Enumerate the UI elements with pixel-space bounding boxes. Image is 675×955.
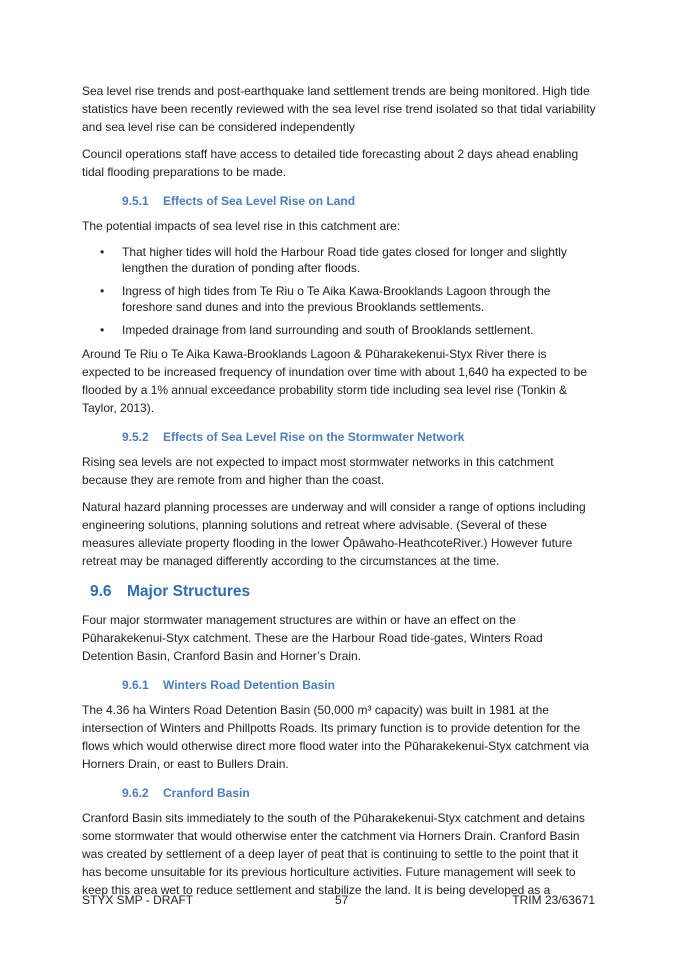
list-item xyxy=(82,244,597,276)
section-title: Effects of Sea Level Rise on the Stormwater Network xyxy=(163,430,465,444)
section-number: 9.6.1 xyxy=(122,678,149,692)
section-title: Major Structures xyxy=(127,583,251,600)
bullet-icon: • xyxy=(100,245,105,259)
section-title: Cranford Basin xyxy=(163,786,250,800)
paragraph-inundation: Around Te Riu o Te Aika Kawa-Brooklands Lagoon & Pūharakekenui-Styx River there is expected to be increased frequency of inundation over time with about 1,640 ha expected to be flooded by a 1% annual exceedance probability storm tide including sea level rise (Tonkin & Taylor, 2013). xyxy=(82,347,588,415)
section-number: 9.5.1 xyxy=(122,194,149,208)
paragraph-natural-hazard-planning: Natural hazard planning processes are underway and will consider a range of options including engineering solutions, planning solutions and retreat where advisable. (Several of these measures alleviate property flooding in the lower Ōpāwaho-HeathcoteRiver.) However future retreat may be managed differently according to the circumstances at the time. xyxy=(82,500,586,568)
bullet-icon: • xyxy=(100,284,105,298)
heading-9-5-1 xyxy=(122,194,597,208)
impacts-list xyxy=(82,244,597,338)
heading-9-5-2 xyxy=(122,430,597,444)
list-item-text: Ingress of high tides from Te Riu o Te Aika Kawa-Brooklands Lagoon through the foreshore sand dunes and into the previous Brooklands settlements. xyxy=(122,284,551,314)
footer-page-number: 57 xyxy=(335,893,349,907)
page-content xyxy=(82,82,597,908)
list-item-text: Impeded drainage from land surrounding and south of Brooklands settlement. xyxy=(122,323,534,337)
section-number: 9.5.2 xyxy=(122,430,149,444)
heading-9-6 xyxy=(90,582,597,602)
list-item xyxy=(82,283,597,315)
list-item xyxy=(82,322,597,338)
paragraph-tide-forecasting: Council operations staff have access to detailed tide forecasting about 2 days ahead enabling tidal flooding preparations to be made. xyxy=(82,147,579,179)
section-number: 9.6 xyxy=(90,583,112,600)
paragraph-winters-road-basin: The 4.36 ha Winters Road Detention Basin (50,000 m³ capacity) was built in 1981 at the intersection of Winters and Phillpotts Roads. Its primary function is to provide detention for the flows which would otherwise direct more flood water into the Pūharakekenui-Styx catchment via Horners Drain, or east to Bullers Drain. xyxy=(82,703,589,771)
paragraph-sea-level-monitoring: Sea level rise trends and post-earthquake land settlement trends are being monitored. High tide statistics have been recently reviewed with the sea level rise trend isolated so that tidal variability and sea level rise can be considered independently xyxy=(82,84,596,134)
section-number: 9.6.2 xyxy=(122,786,149,800)
footer-document-title: STYX SMP - DRAFT xyxy=(82,893,194,907)
heading-9-6-1 xyxy=(122,678,597,692)
section-title: Winters Road Detention Basin xyxy=(163,678,335,692)
bullet-icon: • xyxy=(100,323,105,337)
heading-9-6-2 xyxy=(122,786,597,800)
paragraph-potential-impacts: The potential impacts of sea level rise in this catchment are: xyxy=(82,219,401,233)
paragraph-major-structures: Four major stormwater management structures are within or have an effect on the Pūharakekenui-Styx catchment. These are the Harbour Road tide-gates, Winters Road Detention Basin, Cranford Basin and Horner’s Drain. xyxy=(82,613,543,663)
paragraph-cranford-basin: Cranford Basin sits immediately to the south of the Pūharakekenui-Styx catchment and detains some stormwater that would otherwise enter the catchment via Horners Drain. Cranford Basin was created by settlement of a deep layer of peat that is continuing to settle to the point that it has become unsuitable for its previous horticulture activities. Future management will seek to keep this area wet to reduce settlement and stabilize the land. It is being developed as a xyxy=(82,811,585,897)
page-footer xyxy=(82,892,595,908)
list-item-text: That higher tides will hold the Harbour Road tide gates closed for longer and slightly lengthen the duration of ponding after floods. xyxy=(122,245,567,275)
paragraph-stormwater-network: Rising sea levels are not expected to impact most stormwater networks in this catchment because they are remote from and higher than the coast. xyxy=(82,455,554,487)
footer-trim-reference: TRIM 23/63671 xyxy=(512,893,595,907)
section-title: Effects of Sea Level Rise on Land xyxy=(163,194,356,208)
